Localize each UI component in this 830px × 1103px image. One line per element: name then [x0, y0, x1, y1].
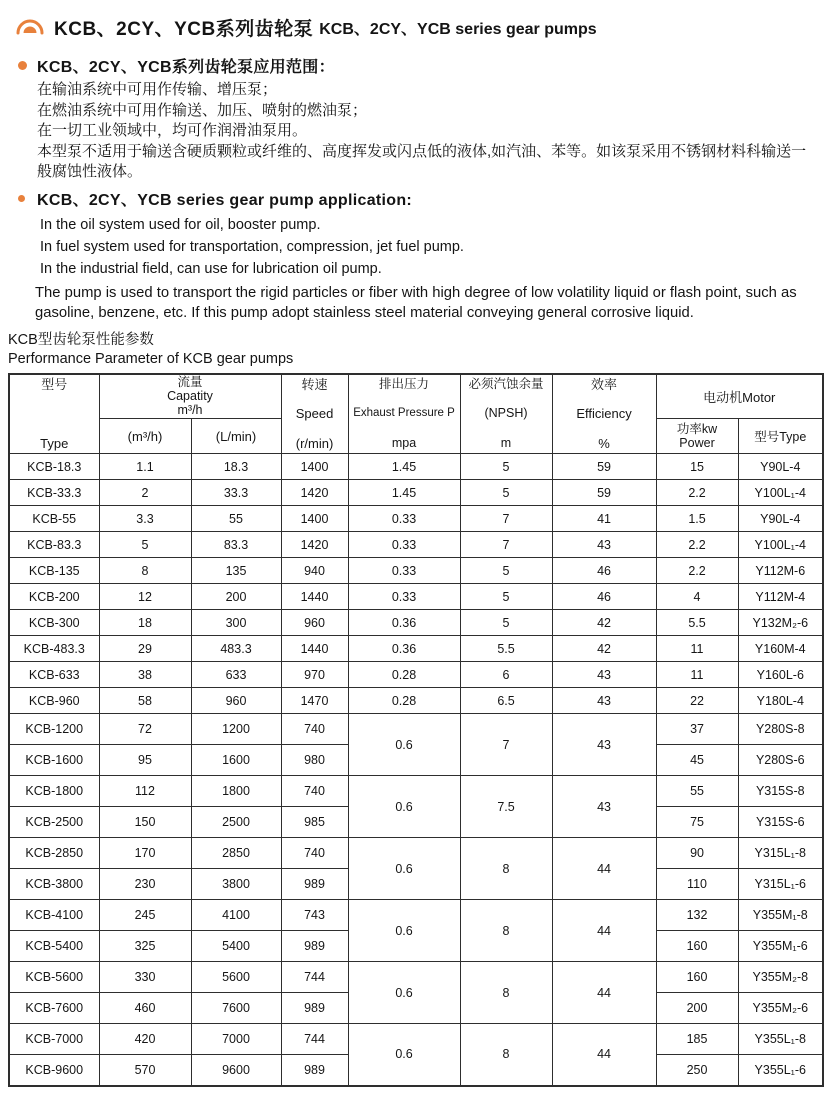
cell-capacity-lmin: 300: [191, 610, 281, 636]
table-title-zh: KCB型齿轮泵性能参数: [8, 331, 154, 348]
cell-capacity-lmin: 960: [191, 688, 281, 714]
col-type-en: Type: [40, 435, 69, 451]
cell-npsh: 5: [460, 610, 552, 636]
cell-type: KCB-200: [9, 584, 99, 610]
table-row: [9, 776, 823, 807]
cell-efficiency: 59: [552, 454, 656, 480]
cell-motor-type: Y315S-6: [738, 807, 823, 838]
col-pressure-zh: 排出压力: [379, 376, 430, 391]
cell-motor-type: Y160M-4: [738, 636, 823, 662]
cell-efficiency: 43: [552, 714, 656, 776]
cell-capacity-lmin: 7600: [191, 993, 281, 1024]
cell-capacity-m3h: 325: [99, 931, 191, 962]
cell-speed: 1440: [281, 636, 348, 662]
cell-capacity-m3h: 3.3: [99, 506, 191, 532]
cell-speed: 980: [281, 745, 348, 776]
cell-efficiency: 43: [552, 688, 656, 714]
cell-capacity-m3h: 330: [99, 962, 191, 993]
col-pressure-unit: mpa: [391, 435, 417, 450]
cell-npsh: 8: [460, 962, 552, 1024]
section-heading-zh: [18, 54, 822, 76]
cell-speed: 940: [281, 558, 348, 584]
doc-title: [14, 14, 822, 40]
table-row: [9, 900, 823, 931]
col-speed-zh: 转速: [301, 376, 328, 392]
col-header-m3h: (m³/h): [99, 419, 191, 454]
cell-motor-type: Y355M₁-8: [738, 900, 823, 931]
cell-capacity-lmin: 7000: [191, 1024, 281, 1055]
cell-motor-type: Y355M₁-6: [738, 931, 823, 962]
table-row: [9, 838, 823, 869]
cell-motor-type: Y280S-6: [738, 745, 823, 776]
cell-power: 11: [656, 636, 738, 662]
cell-motor-type: Y112M-4: [738, 584, 823, 610]
cell-npsh: 5: [460, 584, 552, 610]
cell-motor-type: Y355L₁-6: [738, 1055, 823, 1086]
cell-pressure: 0.36: [348, 636, 460, 662]
cell-power: 132: [656, 900, 738, 931]
cell-type: KCB-4100: [9, 900, 99, 931]
application-en-text: [40, 214, 822, 280]
col-header-capacity: [99, 374, 281, 419]
cell-capacity-m3h: 58: [99, 688, 191, 714]
cell-npsh: 8: [460, 838, 552, 900]
cell-npsh: 6: [460, 662, 552, 688]
cell-speed: 740: [281, 776, 348, 807]
cell-capacity-m3h: 570: [99, 1055, 191, 1086]
zh-line: 本型泵不适用于输送含硬质颗粒或纤维的、高度挥发或闪点低的液体,如汽油、苯等。如该泵采用不锈钢材料科输送一般腐蚀性液体。: [37, 142, 807, 180]
cell-power: 75: [656, 807, 738, 838]
col-power-zh: 功率kw: [676, 422, 718, 436]
cell-motor-type: Y355M₂-6: [738, 993, 823, 1024]
cell-speed: 744: [281, 962, 348, 993]
zh-line: 在输油系统中可用作传输、增压泵；: [37, 81, 278, 98]
col-header-npsh: [460, 374, 552, 454]
col-power-en: Power: [679, 436, 715, 450]
cell-type: KCB-2850: [9, 838, 99, 869]
cell-pressure: 0.28: [348, 688, 460, 714]
cell-type: KCB-9600: [9, 1055, 99, 1086]
cell-capacity-lmin: 135: [191, 558, 281, 584]
cell-pressure: 0.6: [348, 776, 460, 838]
cell-power: 110: [656, 869, 738, 900]
cell-motor-type: Y315L₁-6: [738, 869, 823, 900]
cell-pressure: 0.6: [348, 1024, 460, 1086]
cell-capacity-lmin: 1600: [191, 745, 281, 776]
table-row: [9, 610, 823, 636]
cell-capacity-m3h: 18: [99, 610, 191, 636]
cell-speed: 740: [281, 714, 348, 745]
cell-capacity-lmin: 33.3: [191, 480, 281, 506]
table-titles: [8, 331, 822, 369]
cell-pressure: 0.6: [348, 962, 460, 1024]
cell-type: KCB-1600: [9, 745, 99, 776]
bullet-icon: [18, 195, 25, 202]
cell-type: KCB-55: [9, 506, 99, 532]
col-type-zh: 型号: [41, 376, 68, 392]
cell-type: KCB-1200: [9, 714, 99, 745]
cell-power: 185: [656, 1024, 738, 1055]
cell-type: KCB-5400: [9, 931, 99, 962]
col-eff-en: Efficiency: [576, 406, 632, 422]
cell-capacity-lmin: 1800: [191, 776, 281, 807]
cell-pressure: 0.33: [348, 506, 460, 532]
cell-pressure: 1.45: [348, 454, 460, 480]
table-row: [9, 532, 823, 558]
cell-capacity-lmin: 83.3: [191, 532, 281, 558]
cell-power: 5.5: [656, 610, 738, 636]
cell-capacity-lmin: 55: [191, 506, 281, 532]
cell-pressure: 0.33: [348, 584, 460, 610]
cell-type: KCB-5600: [9, 962, 99, 993]
cell-npsh: 5.5: [460, 636, 552, 662]
cell-motor-type: Y355M₂-8: [738, 962, 823, 993]
performance-table: [8, 373, 824, 1087]
cell-capacity-m3h: 95: [99, 745, 191, 776]
cell-efficiency: 43: [552, 776, 656, 838]
cell-motor-type: Y160L-6: [738, 662, 823, 688]
cell-efficiency: 44: [552, 962, 656, 1024]
en-line: In fuel system used for transportation, compression, jet fuel pump.: [40, 238, 464, 255]
cell-npsh: 7: [460, 714, 552, 776]
doc-title-zh: KCB、2CY、YCB系列齿轮泵: [54, 18, 314, 40]
cell-capacity-lmin: 2500: [191, 807, 281, 838]
cell-efficiency: 59: [552, 480, 656, 506]
cell-power: 4: [656, 584, 738, 610]
cell-power: 22: [656, 688, 738, 714]
cell-capacity-m3h: 2: [99, 480, 191, 506]
cell-speed: 985: [281, 807, 348, 838]
cell-power: 160: [656, 931, 738, 962]
cell-power: 200: [656, 993, 738, 1024]
cell-capacity-lmin: 4100: [191, 900, 281, 931]
cell-pressure: 0.6: [348, 714, 460, 776]
cell-type: KCB-2500: [9, 807, 99, 838]
table-row: [9, 506, 823, 532]
cell-power: 37: [656, 714, 738, 745]
cell-efficiency: 43: [552, 662, 656, 688]
cell-speed: 1400: [281, 506, 348, 532]
cell-speed: 970: [281, 662, 348, 688]
cell-efficiency: 44: [552, 838, 656, 900]
zh-line: 在燃油系统中可用作输送、加压、喷射的燃油泵；: [37, 101, 368, 119]
cell-capacity-lmin: 633: [191, 662, 281, 688]
cell-type: KCB-960: [9, 688, 99, 714]
cell-capacity-m3h: 460: [99, 993, 191, 1024]
cell-efficiency: 46: [552, 584, 656, 610]
cell-speed: 744: [281, 1024, 348, 1055]
cell-type: KCB-3800: [9, 869, 99, 900]
cell-speed: 1400: [281, 454, 348, 480]
col-header-motor: 电动机Motor: [656, 374, 823, 419]
table-row: [9, 636, 823, 662]
col-header-lmin: (L/min): [191, 419, 281, 454]
cell-motor-type: Y112M-6: [738, 558, 823, 584]
cell-power: 15: [656, 454, 738, 480]
col-speed-en: Speed: [295, 406, 334, 422]
cell-motor-type: Y315S-8: [738, 776, 823, 807]
table-row: [9, 688, 823, 714]
cell-speed: 989: [281, 931, 348, 962]
cell-pressure: 0.28: [348, 662, 460, 688]
table-row: [9, 714, 823, 745]
cell-capacity-lmin: 2850: [191, 838, 281, 869]
cell-power: 45: [656, 745, 738, 776]
cell-capacity-m3h: 12: [99, 584, 191, 610]
cell-power: 160: [656, 962, 738, 993]
col-header-efficiency: [552, 374, 656, 454]
cell-speed: 743: [281, 900, 348, 931]
table-row: [9, 962, 823, 993]
col-eff-unit: %: [598, 435, 610, 451]
cell-motor-type: Y315L₁-8: [738, 838, 823, 869]
cell-npsh: 5: [460, 558, 552, 584]
en-line: In the oil system used for oil, booster pump.: [40, 216, 321, 233]
cell-pressure: 0.6: [348, 900, 460, 962]
cell-power: 55: [656, 776, 738, 807]
cell-type: KCB-83.3: [9, 532, 99, 558]
cell-capacity-lmin: 5600: [191, 962, 281, 993]
section-heading-en: [18, 188, 822, 210]
col-header-pressure: [348, 374, 460, 454]
cell-capacity-m3h: 112: [99, 776, 191, 807]
cell-speed: 989: [281, 1055, 348, 1086]
cell-capacity-m3h: 38: [99, 662, 191, 688]
cell-capacity-m3h: 72: [99, 714, 191, 745]
cell-capacity-m3h: 230: [99, 869, 191, 900]
doc-title-en: KCB、2CY、YCB series gear pumps: [319, 20, 597, 38]
cell-capacity-m3h: 245: [99, 900, 191, 931]
table-title-en: Performance Parameter of KCB gear pumps: [8, 350, 294, 367]
application-zh-text: [37, 80, 819, 183]
cell-power: 2.2: [656, 532, 738, 558]
cell-efficiency: 42: [552, 610, 656, 636]
table-row: [9, 454, 823, 480]
cell-capacity-lmin: 200: [191, 584, 281, 610]
cell-speed: 1420: [281, 480, 348, 506]
cell-motor-type: Y355L₁-8: [738, 1024, 823, 1055]
cell-pressure: 0.36: [348, 610, 460, 636]
cell-power: 90: [656, 838, 738, 869]
cell-pressure: 1.45: [348, 480, 460, 506]
cell-efficiency: 44: [552, 900, 656, 962]
col-capacity-en: Capatity: [167, 389, 213, 404]
cell-efficiency: 46: [552, 558, 656, 584]
col-eff-zh: 效率: [591, 376, 618, 392]
cell-npsh: 8: [460, 1024, 552, 1086]
cell-capacity-lmin: 9600: [191, 1055, 281, 1086]
col-capacity-zh: 流量: [177, 375, 203, 390]
cell-power: 250: [656, 1055, 738, 1086]
cell-efficiency: 43: [552, 532, 656, 558]
table-row: [9, 480, 823, 506]
cell-capacity-lmin: 18.3: [191, 454, 281, 480]
cell-capacity-m3h: 150: [99, 807, 191, 838]
table-row: [9, 662, 823, 688]
en-line: In the industrial field, can use for lubrication oil pump.: [40, 260, 382, 277]
col-speed-unit: (r/min): [295, 435, 334, 451]
col-header-motor-type: 型号Type: [738, 419, 823, 454]
cell-type: KCB-300: [9, 610, 99, 636]
col-header-speed: [281, 374, 348, 454]
cell-speed: 1470: [281, 688, 348, 714]
cell-npsh: 5: [460, 454, 552, 480]
section-heading-zh-label: KCB、2CY、YCB系列齿轮泵应用范围：: [37, 58, 335, 76]
cell-type: KCB-135: [9, 558, 99, 584]
table-row: [9, 558, 823, 584]
col-capacity-unit: m³/h: [177, 403, 203, 418]
cell-capacity-lmin: 3800: [191, 869, 281, 900]
bullet-icon: [18, 61, 27, 70]
cell-npsh: 7.5: [460, 776, 552, 838]
cell-power: 1.5: [656, 506, 738, 532]
cell-efficiency: 42: [552, 636, 656, 662]
cell-capacity-m3h: 420: [99, 1024, 191, 1055]
cell-capacity-m3h: 5: [99, 532, 191, 558]
application-en-paragraph: The pump is used to transport the rigid particles or fiber with high degree of low volatility liquid or flash point, such as gasoline, benzene, etc. If this pump adopt stainless steel material conveying general corrosive liquid.: [35, 284, 797, 321]
cell-motor-type: Y90L-4: [738, 506, 823, 532]
cell-pressure: 0.33: [348, 532, 460, 558]
cell-npsh: 7: [460, 506, 552, 532]
table-row: [9, 1024, 823, 1055]
cell-power: 2.2: [656, 558, 738, 584]
cell-type: KCB-7600: [9, 993, 99, 1024]
cell-speed: 1440: [281, 584, 348, 610]
cell-pressure: 0.6: [348, 838, 460, 900]
cell-speed: 989: [281, 869, 348, 900]
cell-capacity-m3h: 8: [99, 558, 191, 584]
col-npsh-en: (NPSH): [484, 406, 528, 421]
cell-type: KCB-18.3: [9, 454, 99, 480]
cell-motor-type: Y180L-4: [738, 688, 823, 714]
cell-power: 2.2: [656, 480, 738, 506]
cell-type: KCB-1800: [9, 776, 99, 807]
cell-motor-type: Y100L₁-4: [738, 532, 823, 558]
cell-npsh: 6.5: [460, 688, 552, 714]
col-header-power: [656, 419, 738, 454]
cell-capacity-m3h: 29: [99, 636, 191, 662]
cell-capacity-m3h: 1.1: [99, 454, 191, 480]
section-heading-en-label: KCB、2CY、YCB series gear pump application:: [37, 192, 413, 209]
col-npsh-unit: m: [500, 435, 512, 450]
cell-speed: 960: [281, 610, 348, 636]
brand-arc-icon: [14, 16, 46, 38]
col-pressure-en: Exhaust Pressure P: [353, 407, 455, 420]
cell-speed: 1420: [281, 532, 348, 558]
cell-type: KCB-483.3: [9, 636, 99, 662]
table-row: [9, 584, 823, 610]
cell-speed: 740: [281, 838, 348, 869]
cell-motor-type: Y280S-8: [738, 714, 823, 745]
cell-motor-type: Y132M₂-6: [738, 610, 823, 636]
cell-capacity-m3h: 170: [99, 838, 191, 869]
cell-type: KCB-633: [9, 662, 99, 688]
cell-efficiency: 44: [552, 1024, 656, 1086]
cell-npsh: 5: [460, 480, 552, 506]
cell-capacity-lmin: 1200: [191, 714, 281, 745]
cell-pressure: 0.33: [348, 558, 460, 584]
cell-capacity-lmin: 5400: [191, 931, 281, 962]
cell-motor-type: Y90L-4: [738, 454, 823, 480]
cell-npsh: 7: [460, 532, 552, 558]
cell-efficiency: 41: [552, 506, 656, 532]
cell-capacity-lmin: 483.3: [191, 636, 281, 662]
col-npsh-zh: 必须汽蚀余量: [468, 376, 544, 391]
cell-type: KCB-33.3: [9, 480, 99, 506]
zh-line: 在一切工业领域中，均可作润滑油泵用。: [37, 122, 308, 139]
table-body: [9, 454, 823, 1086]
cell-power: 11: [656, 662, 738, 688]
cell-motor-type: Y100L₁-4: [738, 480, 823, 506]
col-header-type: [9, 374, 99, 454]
cell-speed: 989: [281, 993, 348, 1024]
cell-type: KCB-7000: [9, 1024, 99, 1055]
cell-npsh: 8: [460, 900, 552, 962]
